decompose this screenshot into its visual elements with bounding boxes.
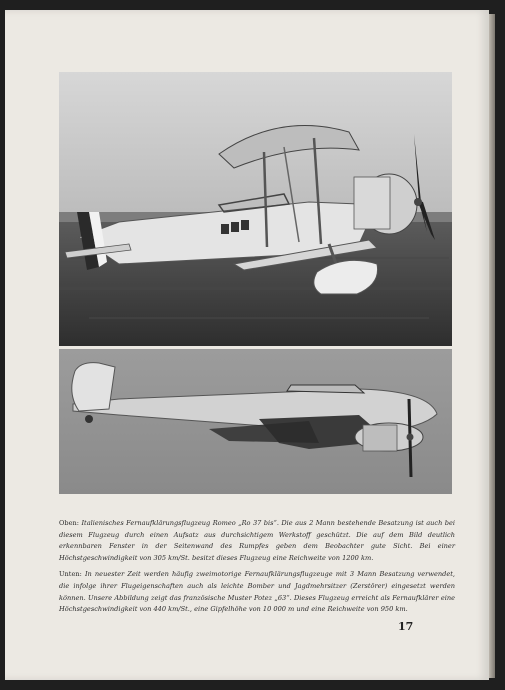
twin-engine-photo [59, 349, 452, 494]
caption-bottom [59, 569, 455, 615]
page-edge [489, 14, 495, 678]
caption-bottom-lead: Unten: [59, 570, 82, 579]
caption-top-text: Italienisches Fernaufklärungsflugzeug Romeo „Ro 37 bis“. Die aus 2 Mann bestehende Besatzung ist auch bei diesem Flugzeug durch einen Aufsatz aus durchsichtigem Werkstoff geschützt. Die auf dem Bild deutlich erkennbaren Fenster in der Seitenwand des Rumpfes geben dem Beobachter gute Sicht. Bei einer Höchstgeschwindigkeit von 305 km/St. besitzt dieses Flugzeug eine Reichweite von 1200 km. [59, 519, 455, 562]
biplane-illustration [59, 72, 452, 346]
caption-bottom-text: In neuester Zeit werden häufig zweimotorige Fernaufklärungsflugzeuge mit 3 Mann Besatzung verwendet, die infolge ihrer Flugeigenschaften auch als leichte Bomber und Jagdmehrsitzer (Zerstörer) eingesetzt werden können. Unsere Abbildung zeigt das französische Muster Potez „63“. Dieses Flugzeug erreicht als Fernaufklärer eine Höchstgeschwindigkeit von 440 km/St., eine Gipfelhöhe von 10 000 m und eine Reichweite von 950 km. [59, 570, 455, 614]
page-number: 17 [398, 620, 414, 633]
twin-engine-illustration [59, 349, 452, 494]
captions [59, 518, 455, 621]
caption-top-lead: Oben: [59, 519, 79, 527]
caption-top [59, 518, 455, 564]
biplane-photo [59, 72, 452, 346]
